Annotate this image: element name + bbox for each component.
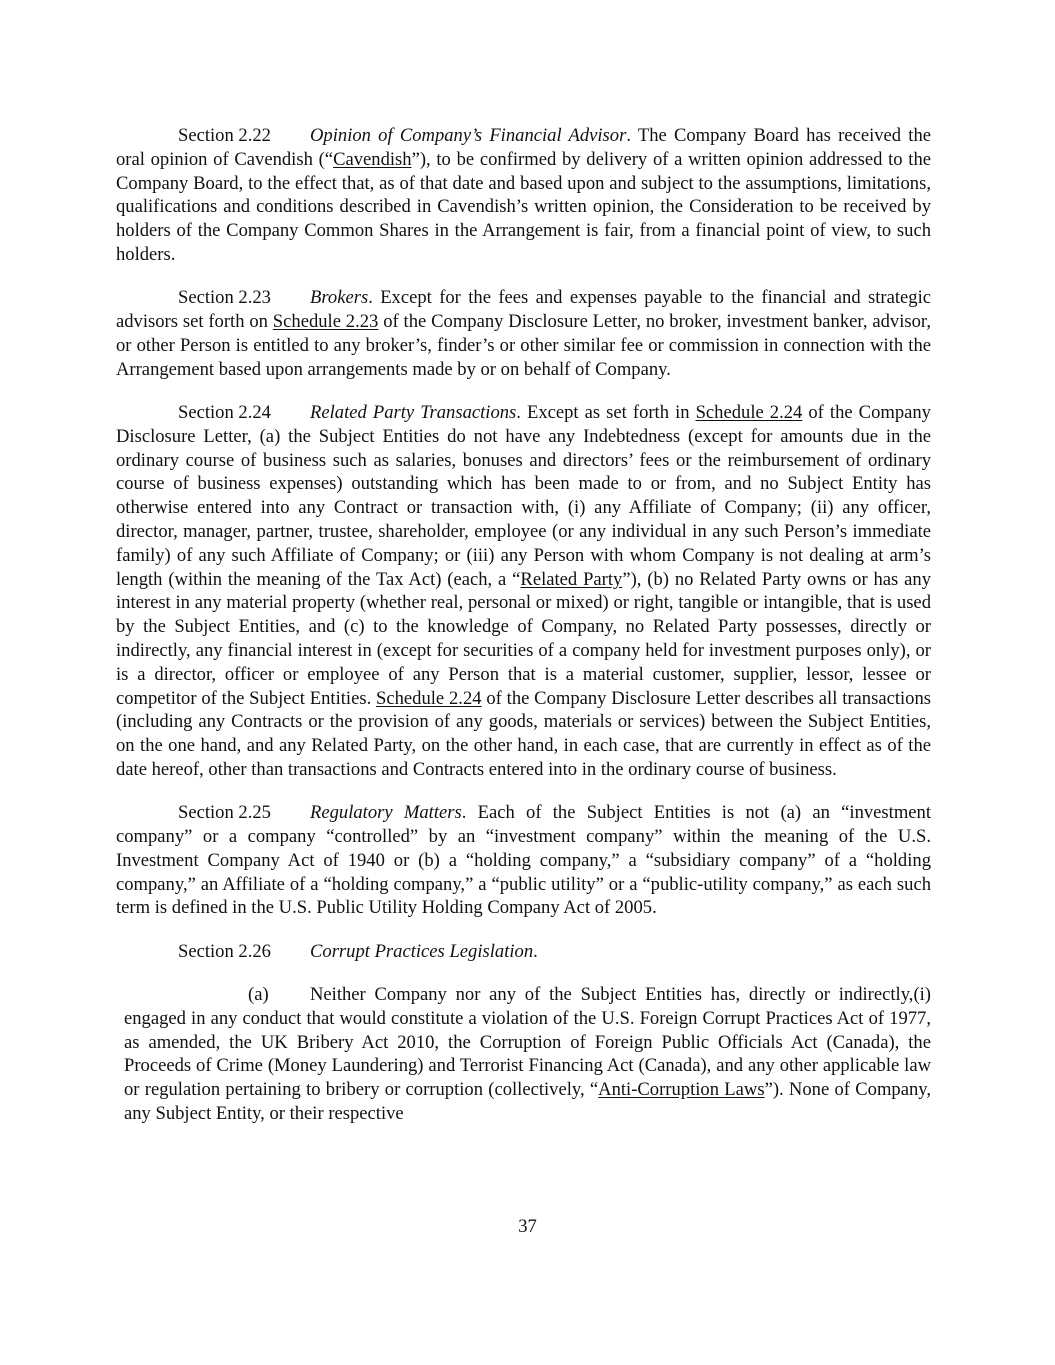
defined-term-cavendish: Cavendish	[333, 148, 412, 170]
section-title: Regulatory Matters	[310, 802, 462, 824]
section-text: of the Company Disclosure Letter describes all transactions (including any Contracts or the provision of any goods, materials or services) between the Subject Entities, on the one hand, and any Related Party, on the other hand, in each case, that are currently in effect as of the date hereof, other than transactions and Contracts entered into in the ordinary course of business.	[116, 687, 932, 780]
subsection-label: (a)	[248, 984, 269, 1005]
section-title: Brokers	[310, 287, 369, 309]
section-2-22	[116, 124, 931, 267]
section-number: Section 2.25	[178, 802, 271, 824]
section-title: Opinion of Company’s Financial Advisor	[310, 125, 627, 146]
page-number: 37	[518, 1216, 537, 1237]
section-number: Section 2.24	[178, 401, 271, 423]
section-2-26	[116, 940, 931, 964]
schedule-reference: Schedule 2.24	[376, 687, 482, 709]
schedule-reference: Schedule 2.24	[695, 401, 803, 423]
section-text: . Except for the fees and expenses payable to the financial and strategic advisors set forth on	[116, 287, 931, 333]
subsection-a	[124, 983, 931, 1126]
section-text: . Except as set forth in	[516, 401, 696, 423]
document-page	[116, 124, 931, 1145]
section-text: of the Company Disclosure Letter, no broker, investment banker, advisor, or other Person is entitled to any broker’s, finder’s or other similar fee or commission in connection with the Arrangement based upon arrangements made by or on behalf of Company.	[116, 311, 932, 380]
section-2-24	[116, 401, 931, 782]
section-title: Related Party Transactions	[310, 401, 517, 423]
section-text: ”), to be confirmed by delivery of a written opinion addressed to the Company Board, to the effect that, as of that date and based upon and subject to the assumptions, limitations, qualifications and conditions described in Cavendish’s written opinion, the Consideration to be received by holders of the Company Common Shares in the Arrangement is fair, from a financial point of view, to such holders.	[116, 148, 932, 265]
section-title: Corrupt Practices Legislation	[310, 940, 534, 962]
section-number: Section 2.22	[178, 125, 271, 146]
defined-term-anti-corruption-laws: Anti-Corruption Laws	[598, 1079, 765, 1101]
section-text: of the Company Disclosure Letter, (a) the Subject Entities do not have any Indebtedness (except for amounts due in the ordinary course of business such as salaries, bonuses and directors’ fees or the reimbursement of ordinary course of business expenses) outstanding which has been made to or from, and no Subject Entity has otherwise entered into any Contract or transaction with, (i) any Affiliate of Company; (ii) any officer, director, manager, partner, trustee, shareholder, employee (or any individual in any such Person’s immediate family) of any such Affiliate of Company; or (iii) any Person with whom Company is not dealing at arm’s length (within the meaning of the Tax Act) (each, a “	[116, 401, 931, 590]
section-text: . Each of the Subject Entities is not (a) an “investment company” or a company “controlled” by an “investment company” within the meaning of the U.S. Investment Company Act of 1940 or (b) a “holding company,” a “subsidiary company” of a “holding company,” an Affiliate of a “holding company,” a “public utility” or a “public-utility company,” as each such term is defined in the U.S. Public Utility Holding Company Act of 2005.	[116, 802, 931, 919]
section-number: Section 2.26	[178, 940, 271, 962]
section-text: ”), (b) no Related Party owns or has any interest in any material property (whether real, personal or mixed) or right, tangible or intangible, that is used by the Subject Entities, and (c) to the knowledge of Company, no Related Party possesses, directly or indirectly, any financial interest in (except for securities of a company held for investment purposes only), or is a director, officer or employee of any Person that is a material customer, supplier, lessor, lessee or competitor of the Subject Entities.	[116, 568, 931, 709]
subsection-text: Neither Company nor any of the Subject Entities has, directly or indirectly,(i) engaged in any conduct that would constitute a violation of the U.S. Foreign Corrupt Practices Act of 1977, as amended, the UK Bribery Act 2010, the Corruption of Foreign Public Officials Act (Canada), the Proceeds of Crime (Money Laundering) and Terrorist Financing Act (Canada), and any other applicable law or regulation pertaining to bribery or corruption (collectively, “	[124, 984, 931, 1101]
subsection-text: ”). None of Company, any Subject Entity, or their respective	[124, 1079, 931, 1124]
section-number: Section 2.23	[178, 287, 271, 309]
schedule-reference: Schedule 2.23	[272, 311, 379, 333]
section-2-23	[116, 286, 931, 381]
defined-term-related-party: Related Party	[520, 568, 623, 590]
section-text: .	[533, 940, 538, 962]
section-text: . The Company Board has received the oral opinion of Cavendish (“	[116, 125, 932, 170]
section-2-25	[116, 801, 931, 920]
